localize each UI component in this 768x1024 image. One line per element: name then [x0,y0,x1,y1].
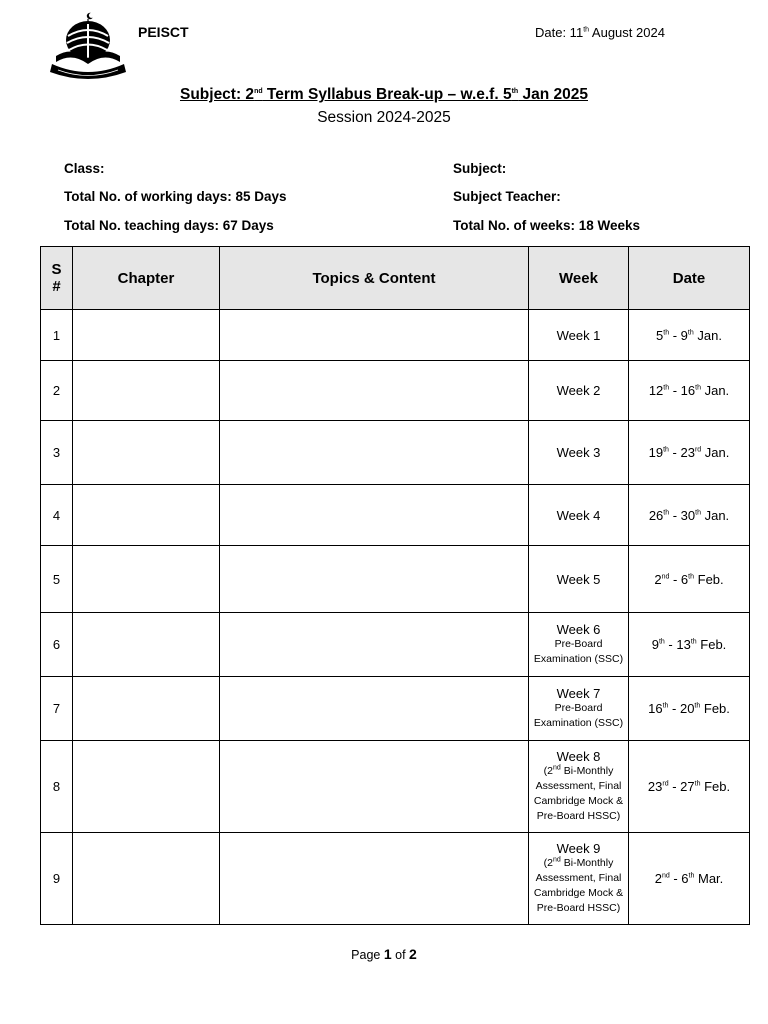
date-cell: 5th - 9th Jan. [629,310,750,361]
date-cell: 2nd - 6th Feb. [629,546,750,613]
chapter-cell [73,677,220,741]
week-cell: Week 9 (2nd Bi-Monthly Assessment, Final Cambridge Mock & Pre-Board HSSC) [529,833,629,925]
serial-cell: 2 [41,361,73,421]
chapter-cell [73,361,220,421]
chapter-cell [73,310,220,361]
subject-teacher-field: Subject Teacher: [453,189,561,204]
header-topics: Topics & Content [220,247,529,310]
topics-cell [220,677,529,741]
topics-cell [220,310,529,361]
serial-cell: 1 [41,310,73,361]
table-row [41,421,750,485]
document-date: Date: 11th August 2024 [535,25,665,40]
date-cell: 2nd - 6th Mar. [629,833,750,925]
chapter-cell [73,741,220,833]
week-cell: Week 2 [529,361,629,421]
date-cell: 19th - 23rd Jan. [629,421,750,485]
serial-cell: 6 [41,613,73,677]
total-weeks-field: Total No. of weeks: 18 Weeks [453,218,641,233]
topics-cell [220,421,529,485]
date-cell: 16th - 20th Feb. [629,677,750,741]
header-week: Week [529,247,629,310]
week-cell: Week 1 [529,310,629,361]
table-row [41,613,750,677]
table-row [41,310,750,361]
document-title: Subject: 2nd Term Syllabus Break-up – w.e.f. 5th Jan 2025 [179,86,588,103]
serial-cell: 9 [41,833,73,925]
organization-name: PEISCT [138,24,189,40]
chapter-cell [73,485,220,546]
week-cell: Week 3 [529,421,629,485]
page-footer: Page 1 of 2 [351,946,417,962]
teaching-days-field: Total No. teaching days: 67 Days [64,218,274,233]
date-cell: 26th - 30th Jan. [629,485,750,546]
table-row [41,677,750,741]
table-row [41,546,750,613]
serial-cell: 4 [41,485,73,546]
subject-field: Subject: [453,161,507,176]
table-row [41,485,750,546]
chapter-cell [73,613,220,677]
chapter-cell [73,546,220,613]
week-cell: Week 7 Pre-Board Examination (SSC) [529,677,629,741]
session-label: Session 2024-2025 [317,109,451,126]
week-cell: Week 4 [529,485,629,546]
chapter-cell [73,833,220,925]
school-logo [46,10,130,80]
week-cell: Week 8 (2nd Bi-Monthly Assessment, Final Cambridge Mock & Pre-Board HSSC) [529,741,629,833]
topics-cell [220,741,529,833]
topics-cell [220,546,529,613]
working-days-field: Total No. of working days: 85 Days [64,189,287,204]
header-chapter: Chapter [73,247,220,310]
table-row [41,741,750,833]
serial-cell: 5 [41,546,73,613]
serial-cell: 3 [41,421,73,485]
syllabus-table [40,246,750,925]
header-date: Date [629,247,750,310]
serial-cell: 7 [41,677,73,741]
date-cell: 23rd - 27th Feb. [629,741,750,833]
topics-cell [220,485,529,546]
serial-cell: 8 [41,741,73,833]
week-cell: Week 5 [529,546,629,613]
header-serial: S # [41,247,73,310]
table-row [41,361,750,421]
table-header-row [41,247,750,310]
topics-cell [220,833,529,925]
class-field: Class: [64,161,105,176]
date-cell: 9th - 13th Feb. [629,613,750,677]
week-cell: Week 6 Pre-Board Examination (SSC) [529,613,629,677]
date-cell: 12th - 16th Jan. [629,361,750,421]
topics-cell [220,613,529,677]
chapter-cell [73,421,220,485]
topics-cell [220,361,529,421]
table-row [41,833,750,925]
